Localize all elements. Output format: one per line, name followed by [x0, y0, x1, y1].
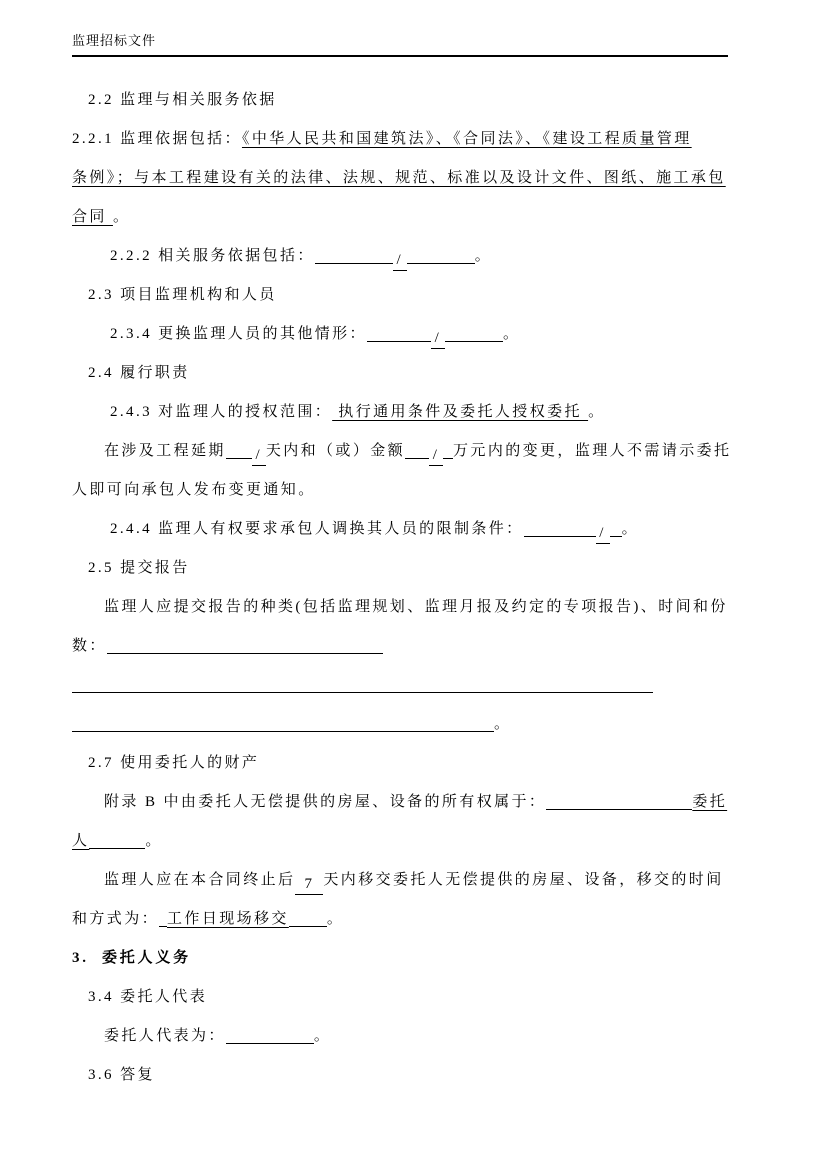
text-run: 2.2.1 监理依据包括：	[72, 131, 242, 147]
filled-blank-text: 合同	[72, 209, 113, 225]
filled-blank-text: 《中华人民共和国建筑法》、《合同法》、《建设工程质量管理	[241, 131, 692, 147]
document-line	[72, 627, 730, 666]
document-line	[72, 588, 730, 627]
blank-field	[72, 673, 653, 693]
slash-blank-field: /	[393, 251, 407, 271]
blank-field	[289, 907, 327, 927]
text-run: 。	[474, 248, 493, 264]
document-line	[72, 1017, 730, 1056]
blank-field	[405, 439, 429, 459]
blank-field	[445, 322, 503, 342]
slash-blank-field: 7	[295, 875, 323, 895]
document-line	[72, 159, 730, 198]
filled-blank-text: 工作日现场移交	[167, 911, 289, 927]
blank-field	[610, 517, 622, 537]
document-line	[72, 939, 730, 978]
blank-field	[546, 790, 692, 810]
text-run: 3.6 答复	[88, 1067, 155, 1083]
text-run: 委托人代表为：	[104, 1028, 226, 1044]
slash-blank-field: /	[596, 524, 610, 544]
text-run: 2.2.2 相关服务依据包括：	[110, 248, 315, 264]
document-line	[72, 1056, 730, 1095]
text-run: 。	[502, 326, 521, 342]
text-run: 2.3.4 更换监理人员的其他情形：	[110, 326, 367, 342]
filled-blank-text: 委托	[692, 794, 728, 810]
text-run: 监理人应提交报告的种类(包括监理规划、监理月报及约定的专项报告)、时间和份	[104, 599, 728, 615]
text-run: 2.4.3 对监理人的授权范围：	[110, 404, 333, 420]
document-line	[72, 666, 730, 705]
blank-field	[226, 1024, 314, 1044]
blank-field	[524, 517, 596, 537]
text-run: 2.4.4 监理人有权要求承包人调换其人员的限制条件：	[110, 521, 524, 537]
slash-blank-field: /	[252, 446, 266, 466]
blank-field	[407, 244, 475, 264]
text-run: 和方式为：	[72, 911, 160, 927]
blank-field	[367, 322, 431, 342]
document-line	[72, 510, 730, 549]
blank-field	[107, 634, 383, 654]
text-run: 天内移交委托人无偿提供的房屋、设备，移交的时间	[323, 872, 724, 888]
document-line	[72, 705, 730, 744]
blank-field	[159, 907, 167, 927]
text-run: 。	[145, 833, 163, 849]
text-run: 。	[588, 404, 606, 420]
page-header-title: 监理招标文件	[72, 33, 157, 48]
document-line	[72, 393, 730, 432]
text-run: 监理人应在本合同终止后	[104, 872, 296, 888]
slash-blank-field: /	[429, 446, 443, 466]
text-run: 3.4 委托人代表	[88, 989, 208, 1005]
text-run: 。	[621, 521, 639, 537]
text-run: 。	[326, 911, 345, 927]
page-header	[72, 33, 728, 57]
filled-blank-text: 人	[72, 833, 90, 849]
text-run: 2.7 使用委托人的财产	[88, 755, 260, 771]
text-run: 数：	[72, 638, 107, 654]
blank-field	[226, 439, 252, 459]
text-run: 附录 B 中由委托人无偿提供的房屋、设备的所有权属于：	[104, 794, 547, 810]
document-line	[72, 744, 730, 783]
document-line	[72, 432, 730, 471]
blank-field	[315, 244, 393, 264]
document-line	[72, 549, 730, 588]
document-line	[72, 276, 730, 315]
text-run: 。	[112, 209, 131, 225]
document-line	[72, 783, 730, 822]
text-run: 3. 委托人义务	[72, 950, 191, 966]
document-line	[72, 120, 730, 159]
document-line	[72, 315, 730, 354]
text-run: 。	[494, 716, 512, 732]
text-run: 在涉及工程延期	[104, 443, 226, 459]
blank-field	[89, 829, 145, 849]
filled-blank-text: 条例》；与本工程建设有关的法律、法规、规范、标准以及设计文件、图纸、施工承包	[72, 170, 726, 186]
text-run: 2.4 履行职责	[88, 365, 190, 381]
document-line	[72, 978, 730, 1017]
text-run: 。	[313, 1028, 332, 1044]
text-run: 天内和（或）金额	[265, 443, 406, 459]
text-run: 2.5 提交报告	[88, 560, 190, 576]
text-run: 2.2 监理与相关服务依据	[88, 92, 277, 108]
document-line	[72, 822, 730, 861]
document-line	[72, 198, 730, 237]
doc-body	[72, 81, 730, 1095]
document-line	[72, 471, 730, 510]
document-line	[72, 861, 730, 900]
text-run: 万元内的变更，监理人不需请示委托	[453, 443, 732, 459]
text-run: 2.3 项目监理机构和人员	[88, 287, 277, 303]
text-run: 人即可向承包人发布变更通知。	[72, 482, 316, 498]
document-line	[72, 237, 730, 276]
blank-field	[443, 439, 453, 459]
document-line	[72, 354, 730, 393]
document-line	[72, 81, 730, 120]
filled-blank-text: 执行通用条件及委托人授权委托	[332, 404, 589, 420]
document-line	[72, 900, 730, 939]
slash-blank-field: /	[431, 329, 445, 349]
blank-field	[72, 712, 494, 732]
